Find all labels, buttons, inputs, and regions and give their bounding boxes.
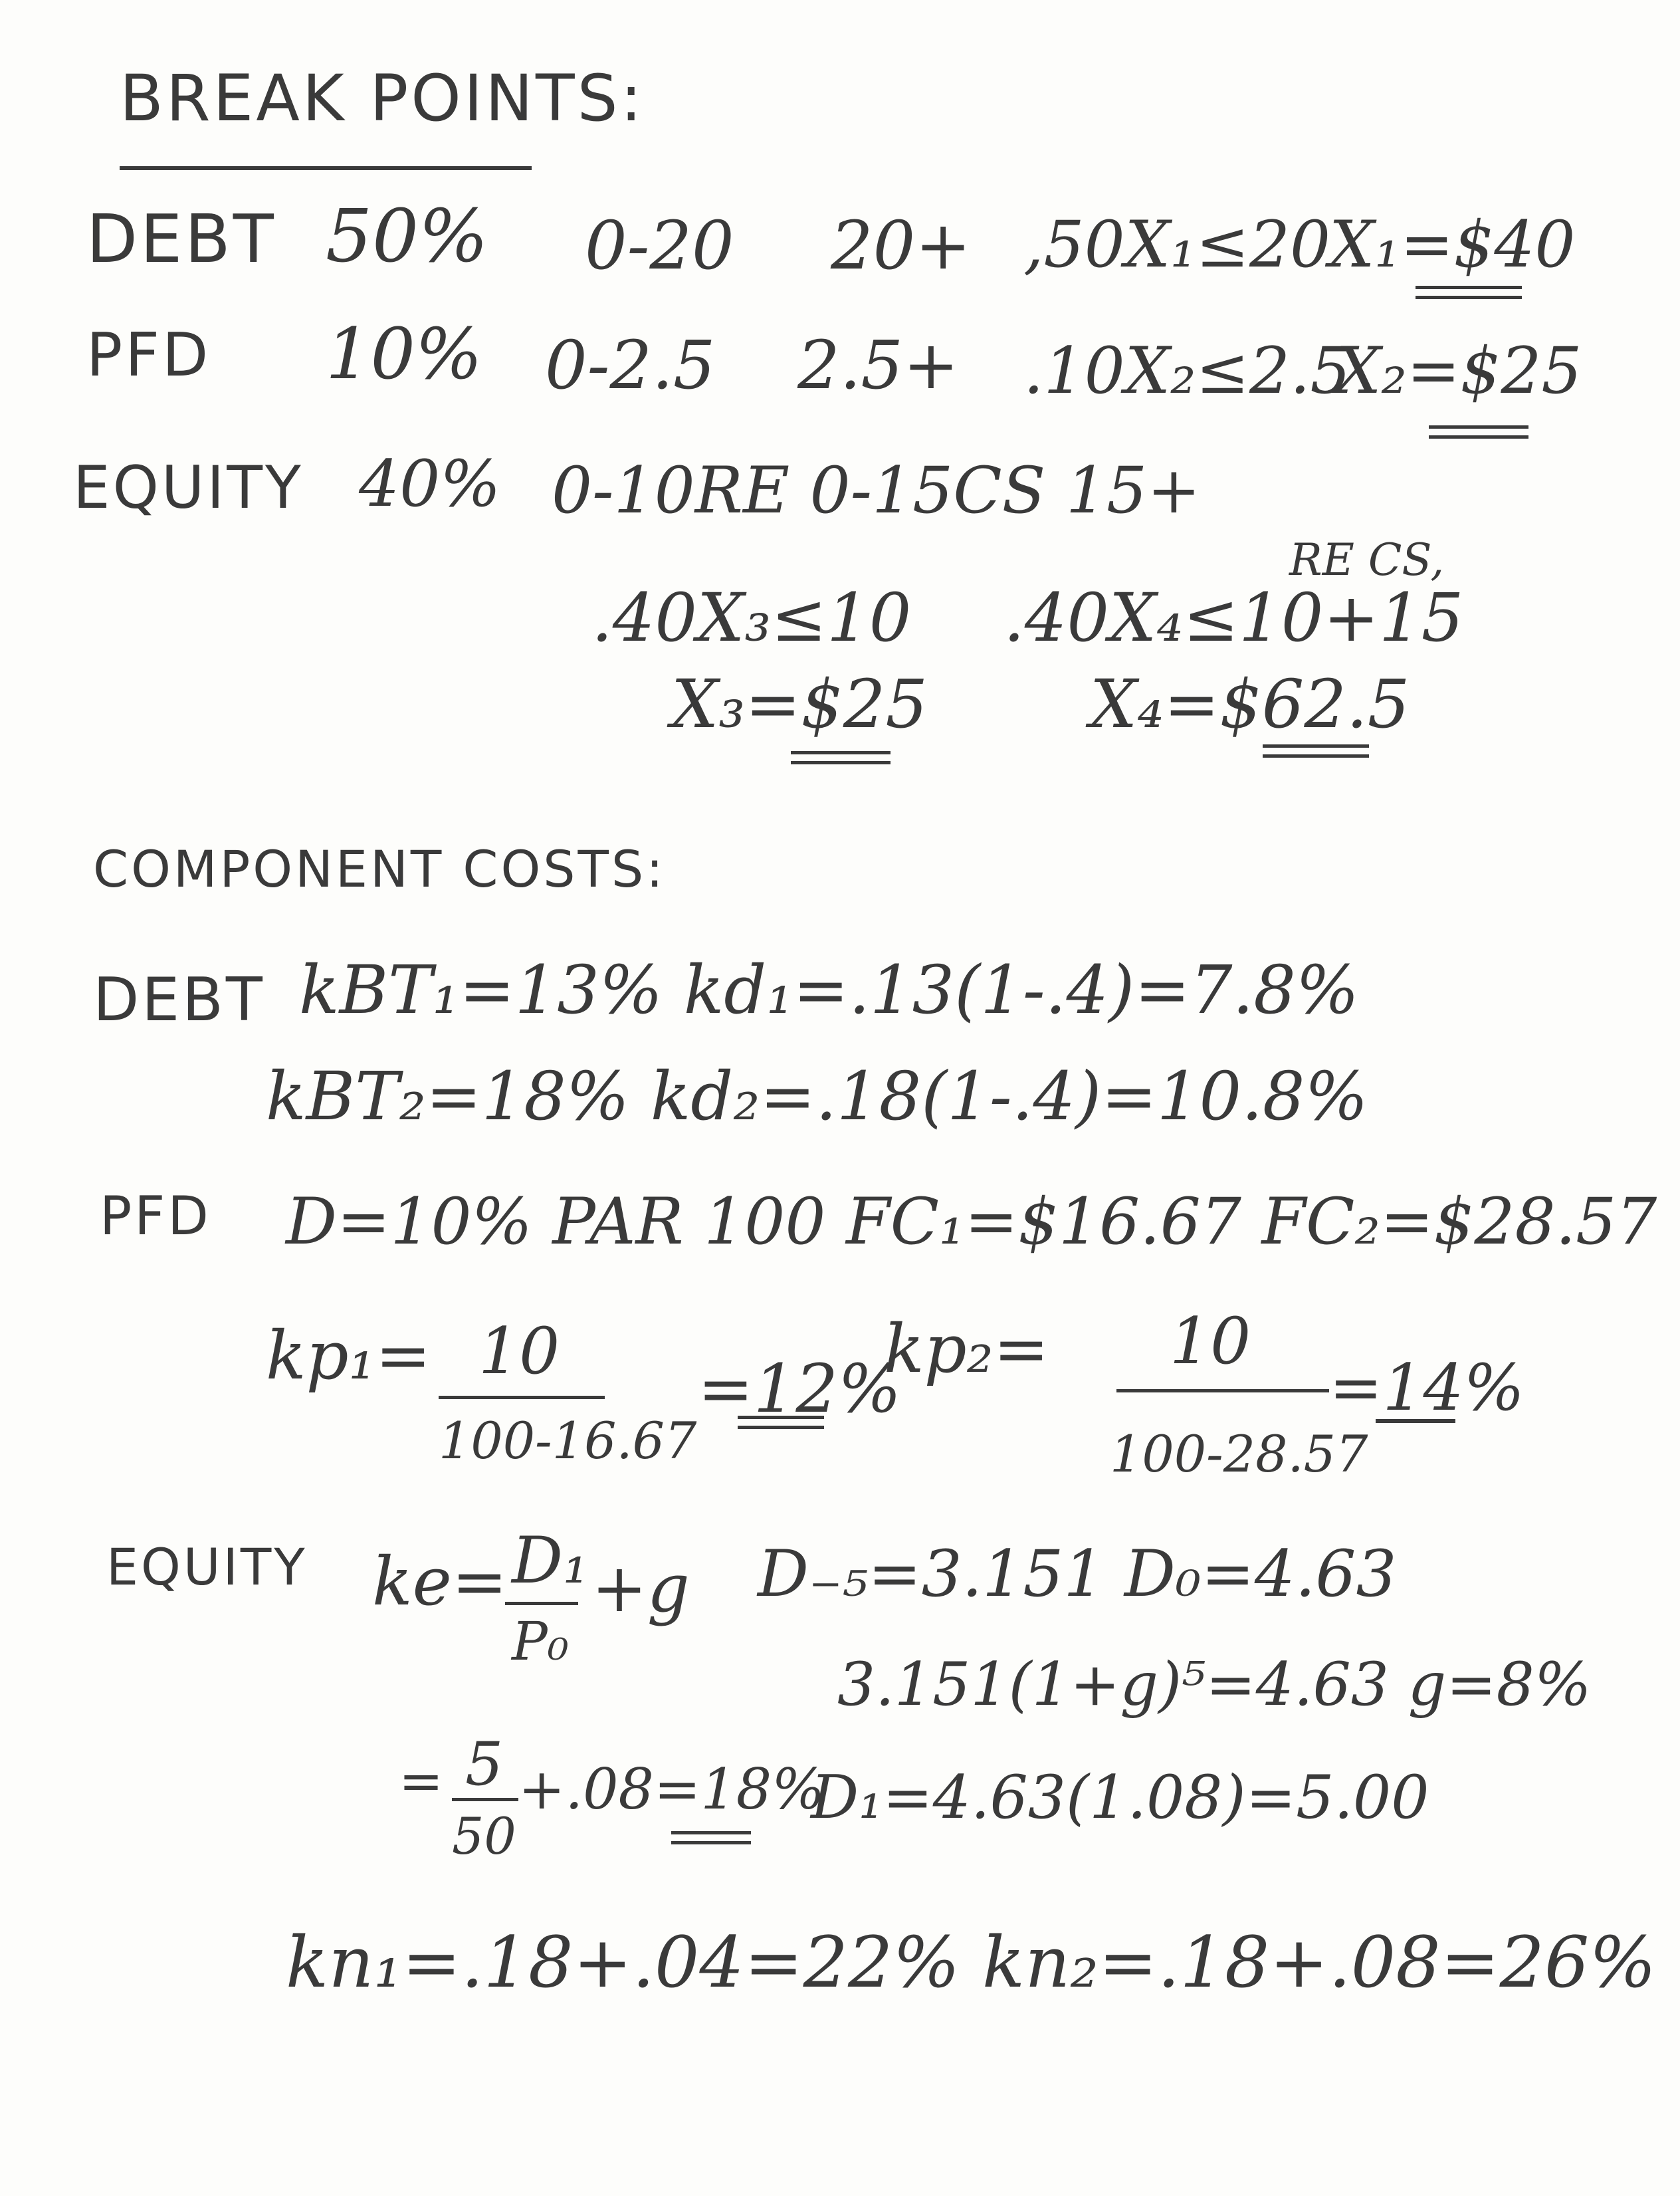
kp1-numerator: 10 (478, 1314, 560, 1388)
equity-inequality-4: .40X₄≤10+15 (1003, 579, 1464, 657)
break-points-heading: BREAK POINTS: (120, 61, 645, 136)
equity-ranges: 0-10RE 0-15CS 15+ (552, 453, 1201, 528)
ke-lhs: ke= (372, 1543, 508, 1620)
debt-pct: 50% (326, 193, 488, 278)
pfd-range1: 0-2.5 (545, 326, 716, 404)
pfd-breakpoint: X₂=$25 (1336, 334, 1582, 408)
cc-pfd-label: PFD (100, 1185, 211, 1247)
kp1-denominator: 100-16.67 (439, 1411, 697, 1470)
kn-calculations: kn₁=.18+.04=22% kn₂=.18+.08=26% (286, 1922, 1657, 2003)
d1-calculation: D₁=4.63(1.08)=5.00 (811, 1763, 1429, 1832)
debt-range2: 20+ (831, 207, 972, 284)
kp2-result: =14% (1329, 1351, 1524, 1425)
ke-numerator: D₁ (512, 1523, 589, 1598)
cc-debt-label: DEBT (93, 965, 265, 1035)
debt-label: DEBT (86, 200, 276, 278)
kp2-result-underline (1376, 1419, 1455, 1423)
kp1-result: =12% (698, 1350, 902, 1428)
equity-label: EQUITY (73, 453, 304, 522)
kp1-result-underline (738, 1416, 824, 1429)
ke-denominator-value: 50 (452, 1807, 516, 1866)
component-costs-heading: COMPONENT COSTS: (93, 839, 666, 899)
ke-denominator: P₀ (512, 1610, 569, 1672)
heading-underline (120, 166, 532, 170)
equity-res3-underline (791, 751, 891, 764)
cc-pfd-line1: D=10% PAR 100 FC₁=$16.67 FC₂=$28.57 (286, 1184, 1657, 1259)
pfd-inequality: .10X₂≤2.5 (1023, 334, 1351, 408)
equity-re-cs-annotation: RE CS, (1289, 534, 1445, 586)
equity-breakpoint-4: X₄=$62.5 (1090, 665, 1410, 743)
ke-plus-g: +g (591, 1549, 690, 1627)
debt-inequality: ,50X₁≤20 (1023, 207, 1331, 282)
pfd-range2: 2.5+ (797, 326, 959, 404)
ke-result: +.08=18% (518, 1757, 825, 1822)
ke-eq-sign: = (399, 1750, 444, 1812)
kp1-fraction-bar (439, 1396, 605, 1399)
cc-debt-line2: kBT₂=18% kd₂=.18(1-.4)=10.8% (266, 1057, 1368, 1135)
debt-range1: 0-20 (585, 207, 734, 284)
cc-equity-label: EQUITY (106, 1537, 308, 1596)
ke-fraction-bar (505, 1602, 578, 1605)
equity-res4-underline (1263, 744, 1369, 758)
kp1-lhs: kp₁= (266, 1317, 431, 1394)
kp2-numerator: 10 (1170, 1304, 1251, 1378)
debt-result-underline (1416, 286, 1522, 299)
growth-calculation: 3.151(1+g)⁵=4.63 g=8% (837, 1650, 1592, 1719)
cc-debt-line1: kBT₁=13% kd₁=.13(1-.4)=7.8% (299, 951, 1359, 1029)
ke-numerator-value: 5 (465, 1729, 504, 1799)
dividend-values: D₋₅=3.151 D₀=4.63 (758, 1537, 1397, 1611)
kp2-lhs: kp₂= (884, 1310, 1049, 1388)
equity-breakpoint-3: X₃=$25 (671, 665, 928, 743)
equity-pct: 40% (359, 447, 501, 521)
equity-inequality-3: .40X₃≤10 (591, 579, 912, 657)
pfd-result-underline (1429, 425, 1528, 439)
ke-result-underline (671, 1831, 751, 1844)
kp2-fraction-bar (1116, 1389, 1329, 1392)
pfd-label: PFD (86, 320, 211, 390)
debt-breakpoint: X₁=$40 (1329, 207, 1576, 282)
ke-value-fraction-bar (452, 1798, 518, 1801)
pfd-pct: 10% (326, 313, 482, 395)
kp2-denominator: 100-28.57 (1110, 1424, 1368, 1483)
